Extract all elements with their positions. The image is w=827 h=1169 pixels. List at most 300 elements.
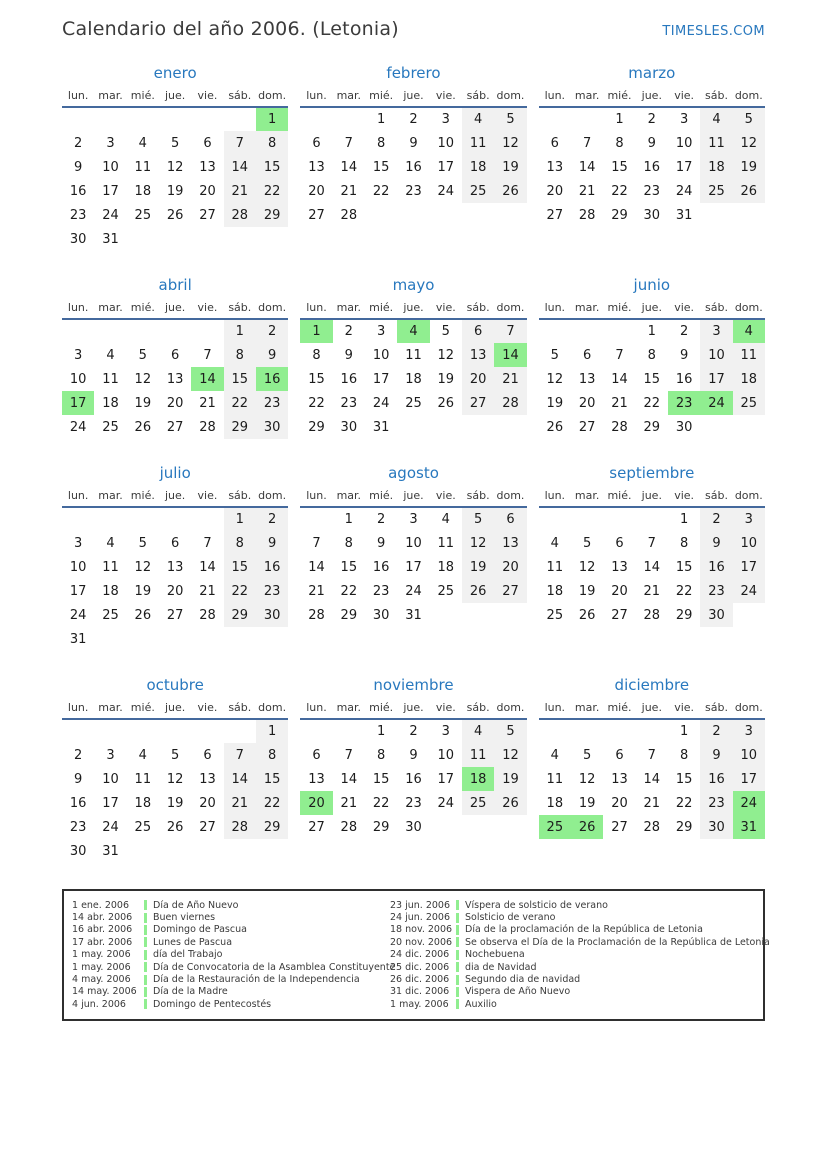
day-cell: 13 xyxy=(494,531,526,555)
day-cell: 26 xyxy=(494,791,526,815)
day-cell: 4 xyxy=(550,535,559,551)
day-cell: 19 xyxy=(494,767,526,791)
day-cell: 18 xyxy=(462,767,494,791)
weekday-header: dom. xyxy=(256,487,288,507)
empty-cell xyxy=(300,507,332,531)
day-cell: 18 xyxy=(462,155,494,179)
weekday-header: jue. xyxy=(636,87,668,107)
day-cell: 4 xyxy=(700,107,732,131)
day-cell: 23 xyxy=(405,795,422,811)
weekday-header: mar. xyxy=(333,699,365,719)
day-cell: 5 xyxy=(171,135,180,151)
day-cell: 23 xyxy=(69,819,87,835)
weekday-header: mar. xyxy=(94,699,126,719)
legend-item xyxy=(390,949,770,961)
day-cell: 27 xyxy=(578,419,596,435)
weekday-header: lun. xyxy=(539,299,571,319)
empty-cell xyxy=(462,603,494,627)
day-cell: 16 xyxy=(69,795,87,811)
day-cell: 7 xyxy=(647,535,656,551)
weekday-header: jue. xyxy=(397,487,429,507)
weekday-header: dom. xyxy=(256,699,288,719)
day-cell: 21 xyxy=(643,795,661,811)
holiday-marker-icon xyxy=(144,975,147,985)
weekday-header: vie. xyxy=(430,87,462,107)
legend-date: 18 nov. 2006 xyxy=(390,924,453,936)
day-cell: 26 xyxy=(733,179,765,203)
month-title: octubre xyxy=(146,676,204,694)
day-cell: 24 xyxy=(69,419,87,435)
day-cell: 23 xyxy=(700,791,732,815)
day-cell: 5 xyxy=(138,535,147,551)
day-cell: 26 xyxy=(437,395,455,411)
weekday-header: lun. xyxy=(62,699,94,719)
day-cell: 31 xyxy=(733,815,765,839)
day-cell: 24 xyxy=(405,583,422,599)
day-cell: 12 xyxy=(462,531,494,555)
weekday-header: lun. xyxy=(539,87,571,107)
weekday-header: jue. xyxy=(159,699,191,719)
month-junio xyxy=(539,276,765,439)
legend-item xyxy=(72,911,390,923)
day-cell: 28 xyxy=(643,819,661,835)
day-cell: 11 xyxy=(102,559,119,575)
holiday-marker-icon xyxy=(456,975,459,985)
weekday-header: sáb. xyxy=(462,299,494,319)
empty-cell xyxy=(333,107,365,131)
day-cell: 19 xyxy=(546,395,564,411)
day-cell: 6 xyxy=(312,135,321,151)
legend-item xyxy=(72,986,390,998)
day-cell: 26 xyxy=(578,607,596,623)
weekday-header: jue. xyxy=(397,299,429,319)
day-cell: 15 xyxy=(611,159,628,175)
day-cell: 31 xyxy=(405,607,422,623)
day-cell: 14 xyxy=(340,159,358,175)
day-cell: 26 xyxy=(134,419,152,435)
day-cell: 28 xyxy=(494,391,526,415)
legend-date: 25 dic. 2006 xyxy=(390,961,450,973)
day-cell: 27 xyxy=(166,607,184,623)
empty-cell xyxy=(127,319,159,343)
weekday-header: sáb. xyxy=(700,299,732,319)
day-cell: 25 xyxy=(462,791,494,815)
weekday-header: mié. xyxy=(365,699,397,719)
day-cell: 1 xyxy=(647,324,656,339)
day-cell: 2 xyxy=(74,135,83,151)
day-cell: 23 xyxy=(643,183,661,199)
day-cell: 2 xyxy=(409,724,418,739)
day-cell: 3 xyxy=(377,324,386,339)
day-cell: 3 xyxy=(733,507,765,531)
weekday-header: mar. xyxy=(571,487,603,507)
weekday-header: dom. xyxy=(494,87,526,107)
day-cell: 28 xyxy=(199,607,216,623)
weekday-header-row xyxy=(539,299,765,319)
empty-cell xyxy=(159,227,191,251)
day-cell: 3 xyxy=(441,112,450,127)
month-title: agosto xyxy=(388,464,439,482)
weekday-header: mié. xyxy=(365,299,397,319)
weekday-header: lun. xyxy=(300,699,332,719)
empty-cell xyxy=(62,507,94,531)
day-cell: 4 xyxy=(138,135,147,151)
day-cell: 9 xyxy=(74,771,83,787)
weekday-header: dom. xyxy=(733,299,765,319)
day-cell: 28 xyxy=(224,203,256,227)
legend-holiday-name: Día de la Restauración de la Independencia xyxy=(153,974,360,986)
empty-cell xyxy=(191,319,223,343)
legend-item xyxy=(72,936,390,948)
legend-holiday-name: Segundo dia de navidad xyxy=(465,974,581,986)
day-cell: 7 xyxy=(224,743,256,767)
weekday-header: sáb. xyxy=(224,487,256,507)
day-cell: 4 xyxy=(462,107,494,131)
day-cell: 15 xyxy=(256,767,288,791)
legend-date: 14 may. 2006 xyxy=(72,986,137,998)
weekday-header: lun. xyxy=(539,699,571,719)
day-cell: 22 xyxy=(611,183,628,199)
month-title: marzo xyxy=(628,64,676,82)
day-cell: 12 xyxy=(578,559,596,575)
weekday-header: mié. xyxy=(603,487,635,507)
day-cell: 26 xyxy=(462,579,494,603)
day-cell: 18 xyxy=(437,559,455,575)
day-cell: 28 xyxy=(340,819,358,835)
legend-holiday-name: Vispera de Año Nuevo xyxy=(465,986,571,998)
day-cell: 15 xyxy=(224,555,256,579)
day-cell: 14 xyxy=(199,559,216,575)
empty-cell xyxy=(127,627,159,651)
empty-cell xyxy=(462,815,494,839)
weekday-header: mar. xyxy=(333,87,365,107)
day-cell: 1 xyxy=(300,319,332,343)
weekday-header: jue. xyxy=(636,699,668,719)
empty-cell xyxy=(733,415,765,439)
legend-item xyxy=(72,973,390,985)
day-cell: 3 xyxy=(441,724,450,739)
holiday-marker-icon xyxy=(456,937,459,947)
day-cell: 17 xyxy=(69,583,87,599)
day-cell: 6 xyxy=(171,535,180,551)
month-table xyxy=(539,87,765,227)
day-cell: 22 xyxy=(675,583,693,599)
empty-cell xyxy=(700,203,732,227)
day-cell: 25 xyxy=(700,179,732,203)
empty-cell xyxy=(733,603,765,627)
empty-cell xyxy=(94,319,126,343)
day-cell: 3 xyxy=(409,512,418,527)
day-cell: 30 xyxy=(643,207,661,223)
day-cell: 9 xyxy=(409,135,418,151)
day-cell: 28 xyxy=(578,207,596,223)
day-cell: 6 xyxy=(494,507,526,531)
month-days xyxy=(300,507,526,627)
empty-cell xyxy=(539,507,571,531)
empty-cell xyxy=(159,839,191,863)
day-cell: 28 xyxy=(199,419,216,435)
holiday-marker-icon xyxy=(456,987,459,997)
day-cell: 18 xyxy=(405,371,422,387)
day-cell: 18 xyxy=(102,395,119,411)
weekday-header: sáb. xyxy=(700,487,732,507)
day-cell: 20 xyxy=(300,791,332,815)
weekday-header: jue. xyxy=(636,299,668,319)
empty-cell xyxy=(127,107,159,131)
weekday-header: jue. xyxy=(159,487,191,507)
day-cell: 8 xyxy=(377,135,386,151)
day-cell: 21 xyxy=(199,583,216,599)
day-cell: 18 xyxy=(102,583,119,599)
day-cell: 24 xyxy=(733,579,765,603)
day-cell: 26 xyxy=(494,179,526,203)
day-cell: 18 xyxy=(733,367,765,391)
weekday-header: vie. xyxy=(668,699,700,719)
day-cell: 14 xyxy=(340,771,358,787)
day-cell: 4 xyxy=(462,719,494,743)
day-cell: 6 xyxy=(312,747,321,763)
day-cell: 29 xyxy=(256,203,288,227)
day-cell: 21 xyxy=(494,367,526,391)
day-cell: 17 xyxy=(62,391,94,415)
weekday-header-row xyxy=(300,487,526,507)
day-cell: 8 xyxy=(679,535,689,551)
day-cell: 4 xyxy=(733,319,765,343)
day-cell: 28 xyxy=(224,815,256,839)
weekday-header: jue. xyxy=(159,87,191,107)
day-cell: 10 xyxy=(102,771,119,787)
day-cell: 25 xyxy=(546,607,564,623)
empty-cell xyxy=(224,627,256,651)
day-cell: 5 xyxy=(583,747,592,763)
weekday-header: mié. xyxy=(365,487,397,507)
legend-item xyxy=(390,924,770,936)
day-cell: 22 xyxy=(643,395,661,411)
day-cell: 27 xyxy=(308,819,325,835)
holiday-marker-icon xyxy=(144,950,147,960)
legend-item xyxy=(390,911,770,923)
weekday-header-row xyxy=(539,87,765,107)
day-cell: 14 xyxy=(191,367,223,391)
day-cell: 12 xyxy=(494,743,526,767)
legend-date: 1 may. 2006 xyxy=(72,961,131,973)
day-cell: 5 xyxy=(494,719,526,743)
weekday-header: lun. xyxy=(539,487,571,507)
day-cell: 16 xyxy=(700,555,732,579)
day-cell: 22 xyxy=(256,791,288,815)
weekday-header: mar. xyxy=(571,299,603,319)
day-cell: 16 xyxy=(256,555,288,579)
day-cell: 21 xyxy=(340,183,358,199)
weekday-header: dom. xyxy=(494,699,526,719)
legend-column-left xyxy=(72,899,396,1011)
day-cell: 11 xyxy=(134,771,152,787)
legend-holiday-name: Buen viernes xyxy=(153,912,216,924)
day-cell: 17 xyxy=(437,771,455,787)
day-cell: 10 xyxy=(437,747,455,763)
day-cell: 5 xyxy=(733,107,765,131)
day-cell: 23 xyxy=(372,583,390,599)
day-cell: 23 xyxy=(256,579,288,603)
weekday-header: vie. xyxy=(430,487,462,507)
weekday-header: mié. xyxy=(127,487,159,507)
day-cell: 24 xyxy=(733,791,765,815)
day-cell: 31 xyxy=(102,843,119,859)
day-cell: 17 xyxy=(733,767,765,791)
day-cell: 6 xyxy=(203,135,212,151)
day-cell: 4 xyxy=(106,535,115,551)
day-cell: 8 xyxy=(679,747,689,763)
empty-cell xyxy=(94,507,126,531)
day-cell: 1 xyxy=(679,512,689,527)
day-cell: 24 xyxy=(102,207,119,223)
day-cell: 30 xyxy=(405,819,422,835)
day-cell: 4 xyxy=(397,319,429,343)
day-cell: 11 xyxy=(405,347,422,363)
day-cell: 25 xyxy=(102,607,119,623)
empty-cell xyxy=(256,839,288,863)
day-cell: 12 xyxy=(437,347,455,363)
empty-cell xyxy=(159,107,191,131)
day-cell: 20 xyxy=(462,367,494,391)
day-cell: 19 xyxy=(166,795,184,811)
day-cell: 9 xyxy=(647,135,656,151)
day-cell: 3 xyxy=(700,319,732,343)
day-cell: 3 xyxy=(106,747,115,763)
month-title: junio xyxy=(633,276,671,294)
month-title: mayo xyxy=(392,276,435,294)
day-cell: 14 xyxy=(643,559,661,575)
day-cell: 22 xyxy=(224,579,256,603)
day-cell: 6 xyxy=(462,319,494,343)
weekday-header: mar. xyxy=(333,299,365,319)
day-cell: 22 xyxy=(340,583,358,599)
day-cell: 11 xyxy=(733,343,765,367)
empty-cell xyxy=(159,507,191,531)
day-cell: 9 xyxy=(409,747,418,763)
empty-cell xyxy=(191,227,223,251)
day-cell: 12 xyxy=(578,771,596,787)
day-cell: 19 xyxy=(578,795,596,811)
day-cell: 29 xyxy=(308,419,325,435)
day-cell: 8 xyxy=(377,747,386,763)
day-cell: 2 xyxy=(700,507,732,531)
day-cell: 18 xyxy=(546,583,564,599)
empty-cell xyxy=(62,107,94,131)
day-cell: 18 xyxy=(700,155,732,179)
day-cell: 6 xyxy=(615,535,624,551)
day-cell: 22 xyxy=(308,395,325,411)
day-cell: 14 xyxy=(224,767,256,791)
day-cell: 22 xyxy=(256,179,288,203)
empty-cell xyxy=(300,719,332,743)
empty-cell xyxy=(159,319,191,343)
month-days xyxy=(300,719,526,839)
day-cell: 1 xyxy=(256,107,288,131)
month-days xyxy=(539,319,765,439)
day-cell: 20 xyxy=(611,583,628,599)
month-octubre xyxy=(62,676,288,863)
day-cell: 7 xyxy=(344,747,353,763)
weekday-header: dom. xyxy=(733,699,765,719)
day-cell: 14 xyxy=(224,155,256,179)
day-cell: 30 xyxy=(675,419,693,435)
day-cell: 8 xyxy=(344,535,353,551)
day-cell: 31 xyxy=(102,231,119,247)
weekday-header: sáb. xyxy=(462,87,494,107)
day-cell: 6 xyxy=(583,347,592,363)
day-cell: 4 xyxy=(106,347,115,363)
day-cell: 6 xyxy=(171,347,180,363)
day-cell: 30 xyxy=(256,603,288,627)
day-cell: 9 xyxy=(700,531,732,555)
weekday-header: mar. xyxy=(333,487,365,507)
day-cell: 1 xyxy=(344,512,353,527)
day-cell: 29 xyxy=(643,419,661,435)
day-cell: 13 xyxy=(546,159,564,175)
day-cell: 14 xyxy=(308,559,325,575)
month-mayo xyxy=(300,276,526,439)
month-title: febrero xyxy=(386,64,441,82)
day-cell: 14 xyxy=(643,771,661,787)
day-cell: 10 xyxy=(437,135,455,151)
day-cell: 7 xyxy=(583,135,592,151)
legend-holiday-name: Domingo de Pentecostés xyxy=(153,998,272,1010)
day-cell: 11 xyxy=(462,743,494,767)
day-cell: 3 xyxy=(74,347,83,363)
weekday-header: sáb. xyxy=(462,699,494,719)
day-cell: 29 xyxy=(372,819,390,835)
day-cell: 15 xyxy=(372,159,390,175)
weekday-header: jue. xyxy=(159,299,191,319)
day-cell: 22 xyxy=(372,183,390,199)
legend-column-right xyxy=(390,899,770,1011)
month-days xyxy=(62,507,288,651)
legend-date: 4 may. 2006 xyxy=(72,974,131,986)
day-cell: 10 xyxy=(372,347,390,363)
weekday-header: dom. xyxy=(733,87,765,107)
day-cell: 21 xyxy=(224,179,256,203)
day-cell: 2 xyxy=(256,319,288,343)
day-cell: 5 xyxy=(550,347,559,363)
weekday-header-row xyxy=(62,487,288,507)
brand-link[interactable]: TIMESLES.COM xyxy=(662,24,765,39)
day-cell: 1 xyxy=(679,724,689,739)
day-cell: 17 xyxy=(675,159,693,175)
day-cell: 16 xyxy=(700,767,732,791)
empty-cell xyxy=(333,719,365,743)
day-cell: 15 xyxy=(256,155,288,179)
weekday-header: mié. xyxy=(127,699,159,719)
day-cell: 12 xyxy=(166,771,184,787)
day-cell: 7 xyxy=(203,347,212,363)
day-cell: 10 xyxy=(69,559,87,575)
empty-cell xyxy=(603,719,635,743)
day-cell: 29 xyxy=(224,603,256,627)
legend-item xyxy=(390,998,770,1010)
day-cell: 2 xyxy=(679,324,689,339)
day-cell: 22 xyxy=(675,795,693,811)
month-enero xyxy=(62,64,288,251)
day-cell: 21 xyxy=(578,183,596,199)
day-cell: 24 xyxy=(102,819,119,835)
weekday-header: vie. xyxy=(191,487,223,507)
empty-cell xyxy=(733,203,765,227)
empty-cell xyxy=(94,719,126,743)
holiday-marker-icon xyxy=(456,950,459,960)
legend-holiday-name: Día de Año Nuevo xyxy=(153,899,239,911)
weekday-header: mié. xyxy=(365,87,397,107)
